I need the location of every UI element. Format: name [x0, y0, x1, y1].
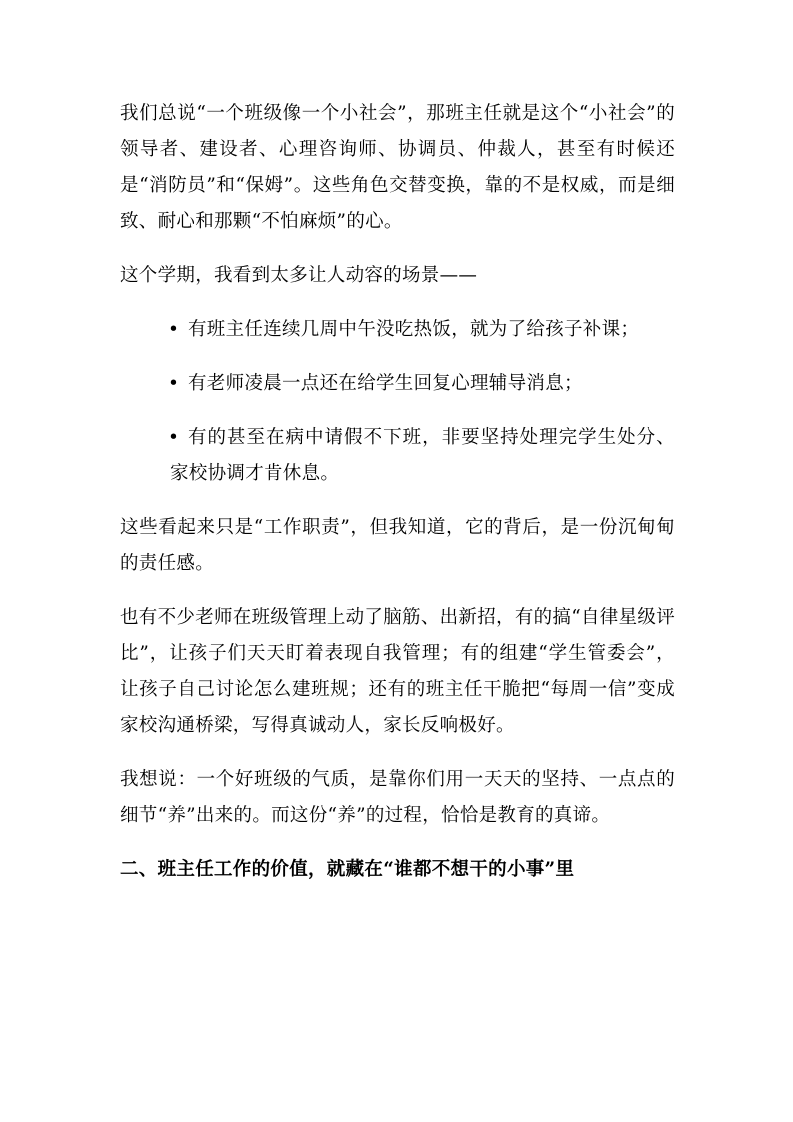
list-item-text: 有老师凌晨一点还在给学生回复心理辅导消息；	[188, 373, 583, 394]
paragraph-touching-scenes: 这个学期，我看到太多让人动容的场景——	[120, 265, 478, 286]
paragraph-class-temperament: 我想说：一个好班级的气质，是靠你们用一天天的坚持、一点点的细节“养”出来的。而这份“养”的过程，恰恰是教育的真谛。	[120, 769, 675, 826]
list-item-text: 有的甚至在病中请假不下班，非要坚持处理完学生处分、家校协调才肯休息。	[170, 427, 675, 484]
paragraph-responsibility: 这些看起来只是“工作职责”，但我知道，它的背后，是一份沉甸甸的责任感。	[120, 517, 675, 574]
list-item	[120, 366, 675, 402]
bullet-icon: •	[168, 319, 180, 340]
section-heading: 二、班主任工作的价值，就藏在“谁都不想干的小事”里	[120, 859, 575, 880]
bullet-icon: •	[168, 427, 180, 448]
scene-list	[120, 312, 675, 492]
list-item	[120, 312, 675, 348]
bullet-icon: •	[168, 373, 180, 394]
list-item	[120, 420, 675, 492]
list-item-text: 有班主任连续几周中午没吃热饭，就为了给孩子补课；	[188, 319, 640, 340]
paragraph-management-ideas: 也有不少老师在班级管理上动了脑筋、出新招，有的搞“自律星级评比”，让孩子们天天盯着表现自我管理；有的组建“学生管委会”，让孩子自己讨论怎么建班规；还有的班主任干脆把“每周一信”变成家校沟通桥梁，写得真诚动人，家长反响极好。	[120, 607, 675, 736]
paragraph-class-as-society: 我们总说“一个班级像一个小社会”，那班主任就是这个“小社会”的领导者、建设者、心理咨询师、协调员、仲裁人，甚至有时候还是“消防员”和“保姆”。这些角色交替变换，靠的不是权威，而是细致、耐心和那颗“不怕麻烦”的心。	[120, 103, 675, 232]
document-body	[120, 96, 675, 888]
